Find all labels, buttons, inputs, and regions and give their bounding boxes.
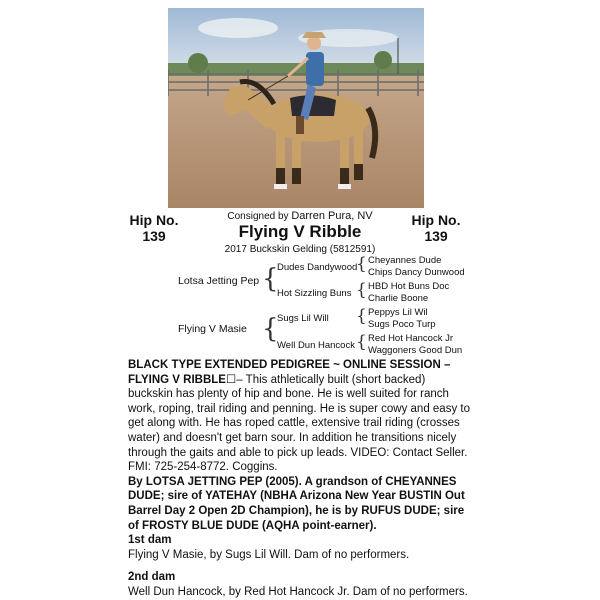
first-dam-heading: 1st dam <box>128 534 172 547</box>
lead-bold: BLACK TYPE EXTENDED PEDIGREE ~ ONLINE SESSION – FLYING V RIBBLE☐ <box>128 359 451 386</box>
first-dam-text: Flying V Masie, by Sugs Lil Will. Dam of no performers. <box>128 548 410 561</box>
pedigree-ds-sire: Peppys Lil Wil <box>368 307 428 318</box>
hip-label-right: Hip No. <box>411 212 461 228</box>
horse-rider-photo-icon <box>168 8 424 208</box>
horse-name: Flying V Ribble <box>238 222 362 241</box>
consignor: Darren Pura, NV <box>291 210 373 222</box>
pedigree-sd-sire: HBD Hot Buns Doc <box>368 281 450 292</box>
pedigree-sire-dam: Hot Sizzling Buns <box>277 288 352 299</box>
brace-ds: { <box>356 306 367 326</box>
catalog-body <box>128 358 473 600</box>
pedigree-dam-dam: Well Dun Hancock <box>277 340 355 351</box>
pedigree-sire-sire: Dudes Dandywood <box>277 262 358 273</box>
consigned-prefix: Consigned by <box>227 211 289 222</box>
lead-text: – This athletically built (short backed) buckskin has plenty of hip and bone. He is well suited for ranch work, roping, trail riding and penning. He is super cowy and easy to get along with. He has roped cattle, extensive trail riding (crosses water) and doesn't get barn sour. In addition he transitions nicely through the gaits and able to pick up leads. VIDEO: Contact Seller. FMI: 725-254-8772. Coggins. <box>128 373 470 474</box>
hip-label-left: Hip No. <box>129 212 179 228</box>
sire-paragraph: By LOTSA JETTING PEP (2005). A grandson of CHEYANNES DUDE; sire of YATEHAY (NBHA Arizona New Year BUSTIN Out Barrel Day 2 Open 2D Champion), he is by RUFUS DUDE; sire of FROSTY BLUE DUDE (AQHA point-earner). <box>128 475 465 532</box>
pedigree-sire: Lotsa Jetting Pep <box>178 275 260 287</box>
pedigree-dd-dam: Waggoners Good Dun <box>368 345 463 356</box>
horse-description: 2017 Buckskin Gelding (5812591) <box>224 244 376 255</box>
pedigree-sd-dam: Charlie Boone <box>368 293 429 304</box>
description-paragraph <box>128 358 473 475</box>
pedigree-ss-dam: Chips Dancy Dunwood <box>368 267 465 278</box>
pedigree-ss-sire: Cheyannes Dude <box>368 255 442 266</box>
pedigree-dd-sire: Red Hot Hancock Jr <box>368 333 454 344</box>
brace-sd: { <box>356 280 367 300</box>
second-dam-heading: 2nd dam <box>128 571 176 584</box>
brace-sire: { <box>262 264 279 294</box>
hip-number-left: 139 <box>142 228 166 244</box>
brace-dd: { <box>356 332 367 352</box>
brace-dam: { <box>262 314 279 344</box>
brace-ss: { <box>356 254 367 274</box>
pedigree-dam: Flying V Masie <box>178 323 247 335</box>
hip-number-right: 139 <box>424 228 448 244</box>
horse-photo <box>168 8 424 208</box>
consigned-by <box>150 210 450 222</box>
pedigree-dam-sire: Sugs Lil Will <box>277 313 329 324</box>
spacer <box>128 562 473 570</box>
second-dam-text: Well Dun Hancock, by Red Hot Hancock Jr. Dam of no performers. <box>128 585 468 598</box>
pedigree-ds-dam: Sugs Poco Turp <box>368 319 436 330</box>
